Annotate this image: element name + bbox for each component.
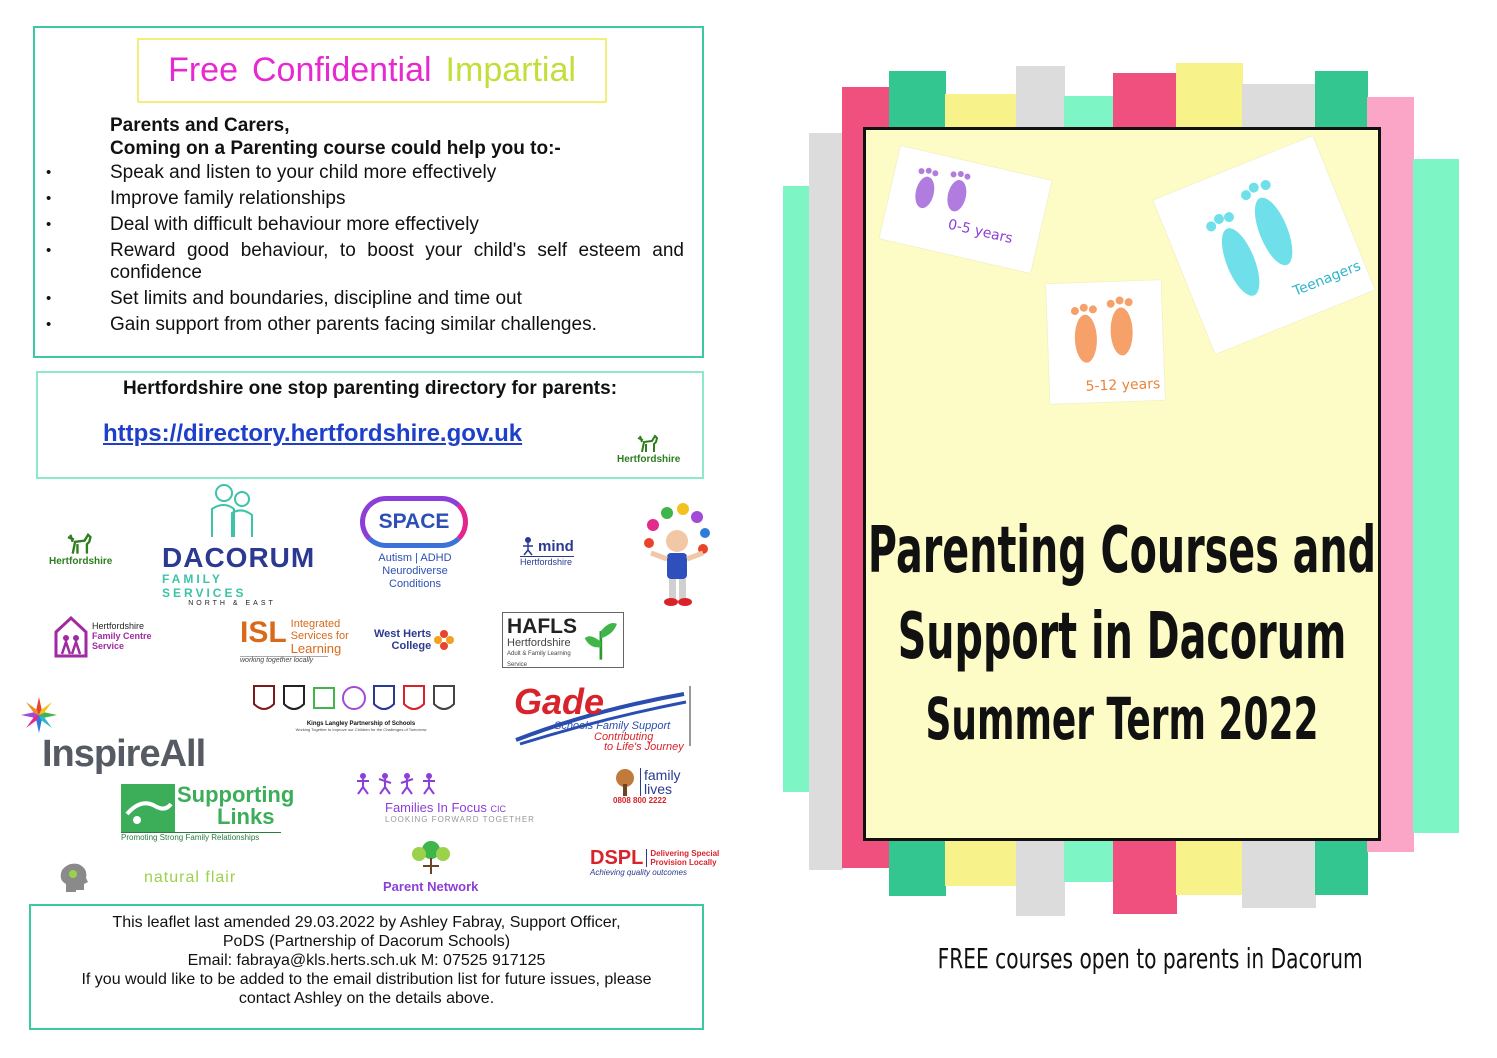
intro-line-1: Parents and Carers, [110,115,290,136]
footprint-icon [1056,289,1149,372]
space-sub-1: Autism | ADHD [378,552,452,564]
stripe [1413,159,1459,833]
parent-network-logo [383,840,478,894]
gade-tag-2: to Life's Journey [604,741,684,753]
title-line-2: Support in Dacorum [897,600,1347,674]
hafls-sub-1: Hertfordshire [507,637,571,649]
card-5-12 [1046,280,1165,404]
title-line-3: Summer Term 2022 [925,685,1319,753]
age-label-5-12: 5-12 years [1085,376,1161,395]
family-centre-logo [54,614,152,658]
natural-flair-title: natural flair [144,869,237,886]
mind-figure-icon [520,536,536,556]
isl-logo [240,617,349,664]
tagline [137,38,607,103]
stag-icon [634,432,664,454]
isl-tag: working together locally [240,656,328,664]
family-lives-line-1: family [644,767,681,783]
families-in-focus-logo [355,771,535,824]
tree-icon [613,768,637,796]
hertfordshire-logo-small [617,432,680,465]
dspl-tag: Achieving quality outcomes [590,868,687,877]
dacorum-title: DACORUM [162,542,316,573]
house-icon [54,614,88,658]
tagline-free: Free [168,51,238,89]
kings-langley-tag: Working Together to Improve our Children for the Challenges of Tomorrow [295,727,427,732]
families-focus-title: Families In Focus [385,800,487,815]
supporting-tag: Promoting Strong Family Relationships [121,832,281,842]
family-figures-icon [202,483,262,539]
isl-letters: ISL [240,616,287,649]
intro-line-2: Coming on a Parenting course could help you to:- [110,138,561,159]
mind-subtitle: Hertfordshire [520,557,573,567]
list-item: • Improve family relationships [44,188,684,210]
space-logo [360,496,470,591]
list-item: • Deal with difficult behaviour more effectively [44,214,684,236]
tree-people-icon [403,840,459,874]
hafls-logo [502,612,624,668]
footer-line-3: Email: fabraya@kls.herts.sch.uk M: 07525 917125 [187,952,546,969]
hands-icon [121,784,175,832]
hafls-title: HAFLS [507,615,577,638]
age-label-teenagers: Teenagers [1290,258,1364,300]
footprint-icon [898,154,989,230]
dacorum-region: NORTH & EAST [188,600,276,607]
gade-tag-1: Contributing [594,731,654,743]
juggler-icon [639,503,715,607]
families-focus-cic: CIC [490,804,506,814]
cover-title [867,508,1377,758]
hafls-sub-2: Adult & Family Learning Service [507,651,571,668]
benefits-intro [110,114,561,160]
list-item: • Reward good behaviour, to boost your child's self esteem and confidence [44,240,684,284]
free-courses-line: FREE courses open to parents in Dacorum [937,942,1363,975]
dacorum-subtitle: FAMILY SERVICES [162,572,247,600]
inspireall-logo [20,696,205,776]
family-lives-phone: 0808 800 2222 [613,796,667,805]
age-label-0-5: 0-5 years [946,216,1015,248]
kings-langley-logo [250,684,472,732]
space-sub-2: Neurodiverse Conditions [382,565,448,590]
supporting-line-2: Links [217,804,275,829]
hertfordshire-logo [49,530,112,567]
tagline-impartial: Impartial [445,51,576,89]
parent-network-title: Parent Network [383,879,479,894]
families-focus-tag: LOOKING FORWARD TOGETHER [385,815,535,824]
list-item: • Speak and listen to your child more effectively [44,162,684,184]
dspl-title: DSPL [590,847,644,869]
gade-logo [514,681,692,753]
head-profile-icon [56,862,90,894]
family-lives-logo [613,768,681,805]
space-badge: SPACE [360,496,468,548]
dacorum-logo [162,483,316,607]
family-centre-line-2: Family Centre [92,631,152,641]
flower-icon [433,629,455,651]
west-herts-logo [374,628,455,652]
family-lives-line-2: lives [644,781,673,797]
school-crests-icon [250,684,472,716]
footprint-icon [1174,158,1334,323]
stripe [783,186,810,792]
mind-title: mind [538,537,574,555]
benefits-list [44,162,684,340]
inspireall-title: InspireAll [42,733,206,775]
footer-line-5: contact Ashley on the details above. [238,990,495,1007]
title-line-1: Parenting Courses and [867,514,1377,588]
directory-link[interactable]: https://directory.hertfordshire.gov.uk [103,420,523,447]
family-centre-line-1: Hertfordshire [92,621,145,631]
dspl-line-2: Provision Locally [650,858,717,867]
dspl-logo [590,848,719,877]
west-herts-line-2: College [391,640,432,652]
stripe [809,133,843,870]
isl-line-3: Learning [290,641,342,656]
hertfordshire-label: Hertfordshire [49,556,113,567]
isl-line-1: Integrated [290,618,341,630]
tagline-confidential: Confidential [251,51,432,89]
natural-flair-logo [56,862,236,894]
juggler-clipart [639,503,715,612]
gade-title: Gade [514,681,605,722]
kings-langley-title: Kings Langley Partnership of Schools [306,721,416,727]
list-item: • Gain support from other parents facing similar challenges. [44,314,684,336]
supporting-line-1: Supporting [177,782,295,807]
leaf-icon [583,616,619,664]
family-centre-line-3: Service [92,641,125,651]
star-burst-icon [20,696,58,734]
supporting-links-logo [121,784,294,842]
hertfordshire-label: Hertfordshire [617,454,681,465]
footer-line-2: PoDS (Partnership of Dacorum Schools) [222,933,511,950]
footer-line-4: If you would like to be added to the email distribution list for future issues, please [81,971,652,988]
stag-icon [63,530,99,556]
footer-box [29,904,704,1030]
people-icons [355,771,439,795]
dspl-line-1: Delivering Special [650,849,720,858]
directory-title: Hertfordshire one stop parenting directory for parents: [122,378,618,399]
mind-logo [520,536,574,567]
gade-subtitle: Schools Family Support [554,720,671,732]
isl-line-2: Services for [290,630,349,642]
west-herts-line-1: West Herts [374,628,432,640]
list-item: • Set limits and boundaries, discipline and time out [44,288,684,310]
footer-line-1: This leaflet last amended 29.03.2022 by Ashley Fabray, Support Officer, [112,914,621,931]
